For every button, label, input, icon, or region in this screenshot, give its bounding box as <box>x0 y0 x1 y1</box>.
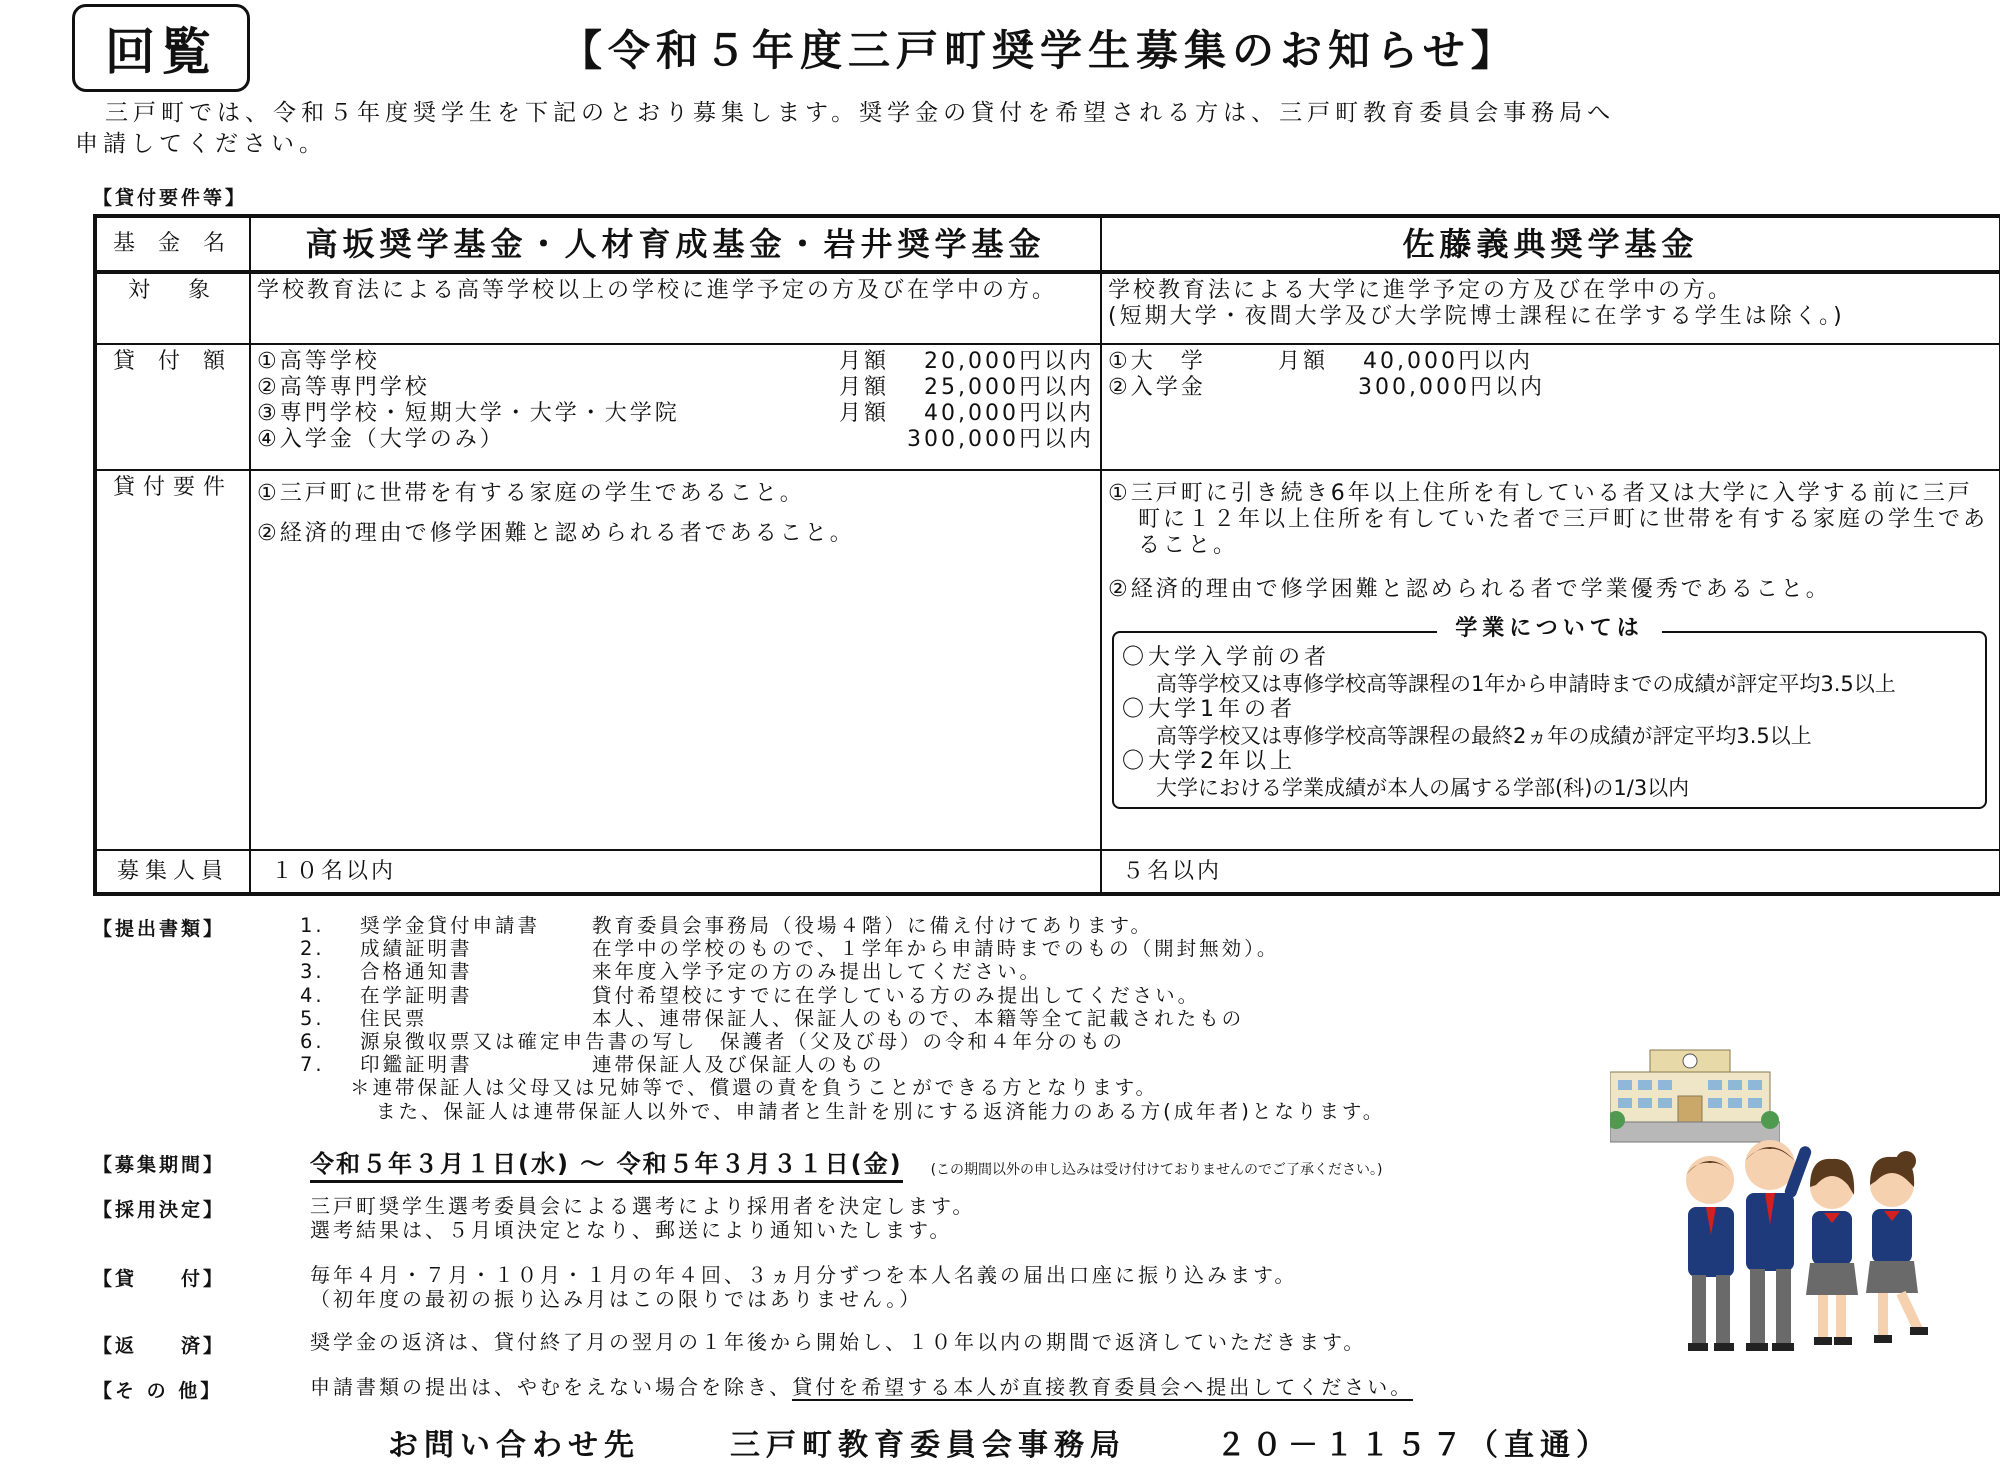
amount-item: ①大 学 <box>1108 349 1206 374</box>
list-item <box>300 1053 1385 1076</box>
label-fund-name: 基 金 名 <box>95 216 250 272</box>
student-girl-1 <box>1806 1159 1858 1345</box>
fund-b-recruits: ５名以内 <box>1101 850 2000 894</box>
student-girl-2 <box>1866 1151 1928 1343</box>
amount-value: 300,000円以内 <box>907 427 1094 452</box>
loan-line-2: （初年度の最初の振り込み月はこの限りではありません。） <box>310 1287 923 1311</box>
doc-desc: 本人、連帯保証人、保証人のもので、本籍等全て記載されたもの <box>592 1006 1245 1030</box>
intro-text <box>75 98 1985 160</box>
doc-name: 在学証明書 <box>360 983 473 1007</box>
requirement-item: ②経済的理由で修学困難と認められる者で学業優秀であること。 <box>1108 577 1831 602</box>
fund-a-recruits: １０名以内 <box>250 850 1101 894</box>
repayment-label: 【返 済】 <box>93 1335 226 1357</box>
label-target: 対 象 <box>95 272 250 344</box>
fund-b-amounts <box>1101 344 2000 470</box>
doc-desc: 貸付希望校にすでに在学している方のみ提出してください。 <box>592 983 1201 1007</box>
amount-item: ①高等学校 <box>257 349 380 374</box>
list-item <box>300 1030 1385 1053</box>
other-text <box>310 1375 1413 1399</box>
period-label: 【募集期間】 <box>93 1154 226 1176</box>
doc-no: 3. <box>300 960 325 984</box>
doc-desc: 教育委員会事務局（役場４階）に備え付けてあります。 <box>592 914 1153 937</box>
fund-a-name: 高坂奨学基金・人材育成基金・岩井奨学基金 <box>250 216 1101 272</box>
contact-line <box>388 1420 1612 1464</box>
doc-no: 2. <box>300 937 325 961</box>
adoption-line-1: 三戸町奨学生選考委員会による選考により採用者を決定します。 <box>310 1194 976 1218</box>
amount-item: ②高等専門学校 <box>257 375 430 400</box>
amount-value: 月額 20,000円以内 <box>839 349 1094 374</box>
table-row <box>95 272 2000 344</box>
loan-text <box>310 1263 1297 1311</box>
criteria-head: 〇大学1年の者 <box>1122 697 1296 722</box>
period-note: (この期間以外の申し込みは受け付けておりませんのでご了承ください。) <box>930 1162 1383 1178</box>
table-row <box>95 470 2000 850</box>
criteria-body: 大学における学業成績が本人の属する学部(科)の1/3以内 <box>1156 776 1690 800</box>
other-text-underlined: 貸付を希望する本人が直接教育委員会へ提出してください。 <box>792 1375 1414 1399</box>
requirement-item: ①三戸町に世帯を有する家庭の学生であること。 <box>257 481 805 506</box>
loan-label: 【貸 付】 <box>93 1268 226 1290</box>
loan-line-1: 毎年４月・７月・１０月・１月の年４回、３ヵ月分ずつを本人名義の届出口座に振り込みます。 <box>310 1263 1298 1287</box>
amount-item: ③専門学校・短期大学・大学・大学院 <box>257 401 680 426</box>
documents-label: 【提出書類】 <box>93 918 226 940</box>
academic-criteria-title-text: 学業については <box>1437 616 1662 641</box>
doc-desc: 在学中の学校のもので、１学年から申請時までのもの（開封無効）。 <box>592 937 1280 961</box>
page-title: 【令和５年度三戸町奨学生募集のお知らせ】 <box>560 26 1519 75</box>
fund-b-target <box>1101 272 2000 344</box>
fund-a-target: 学校教育法による高等学校以上の学校に進学予定の方及び在学中の方。 <box>250 272 1101 344</box>
adoption-label: 【採用決定】 <box>93 1199 226 1221</box>
doc-no: 6. <box>300 1030 325 1054</box>
student-boy-1 <box>1686 1156 1734 1351</box>
criteria-body: 高等学校又は専修学校高等課程の最終2ヵ年の成績が評定平均3.5以上 <box>1156 724 1812 748</box>
period-block <box>310 1144 1383 1183</box>
fund-b-name: 佐藤義典奨学基金 <box>1101 216 2000 272</box>
amount-value: 月額 40,000円以内 <box>1278 349 1533 374</box>
school-building-icon <box>1610 1040 1780 1150</box>
amount-row <box>257 349 1094 375</box>
fund-a-amounts <box>250 344 1101 470</box>
doc-desc: 来年度入学予定の方のみ提出してください。 <box>592 960 1043 984</box>
amount-item: ④入学金（大学のみ） <box>257 427 505 452</box>
amount-row <box>257 375 1094 401</box>
contact-office: 三戸町教育委員会事務局 <box>730 1428 1126 1463</box>
students-illustration <box>1660 1135 1950 1365</box>
doc-name: 源泉徴収票又は確定申告書の写し 保護者（父及び母）の令和４年分のもの <box>360 1030 1126 1054</box>
list-item <box>300 984 1385 1007</box>
fund-a-requirements <box>250 470 1101 850</box>
doc-name: 成績証明書 <box>360 937 473 961</box>
academic-criteria-title <box>1114 616 1985 642</box>
doc-desc: 連帯保証人及び保証人のもの <box>592 1053 885 1077</box>
fund-b-target-line-2: (短期大学・夜間大学及び大学院博士課程に在学する学生は除く。) <box>1108 304 1845 329</box>
doc-no: 5. <box>300 1006 325 1030</box>
documents-list <box>300 914 1385 1123</box>
doc-no: 4. <box>300 983 325 1007</box>
criteria-body: 高等学校又は専修学校高等課程の1年から申請時までの成績が評定平均3.5以上 <box>1156 672 1896 696</box>
intro-line-1: 三戸町では、令和５年度奨学生を下記のとおり募集します。奨学金の貸付を希望される方は、三戸町教育委員会事務局へ <box>105 100 1616 126</box>
table-row <box>95 216 2000 272</box>
other-text-plain: 申請書類の提出は、やむをえない場合を除き、 <box>310 1375 793 1399</box>
doc-name: 住民票 <box>360 1006 428 1030</box>
amount-row <box>257 427 1094 453</box>
amount-value: 月額 40,000円以内 <box>839 401 1094 426</box>
contact-phone: ２０－１１５７（直通） <box>1216 1428 1612 1463</box>
list-item <box>300 937 1385 960</box>
list-item <box>300 914 1385 937</box>
period-value: 令和５年３月１日(水) ～ 令和５年３月３１日(金) <box>310 1144 903 1183</box>
list-item <box>300 1007 1385 1030</box>
doc-name: 合格通知書 <box>360 960 473 984</box>
doc-no: 7. <box>300 1053 325 1077</box>
adoption-line-2: 選考結果は、５月頃決定となり、郵送により通知いたします。 <box>310 1218 953 1242</box>
kairan-stamp: 回覧 <box>72 4 250 92</box>
student-boy-2 <box>1745 1140 1813 1351</box>
table-row <box>95 850 2000 894</box>
list-item <box>300 960 1385 983</box>
criteria-head: 〇大学2年以上 <box>1122 749 1296 774</box>
label-amount: 貸 付 額 <box>95 344 250 470</box>
doc-name: 奨学金貸付申請書 <box>360 914 541 937</box>
label-requirements: 貸付要件 <box>95 470 250 850</box>
doc-no: 1. <box>300 914 325 937</box>
academic-criteria-box <box>1112 616 1987 809</box>
adoption-text <box>310 1194 975 1242</box>
other-label: 【そ の 他】 <box>93 1380 223 1402</box>
amount-row <box>1108 375 1993 401</box>
fund-b-target-line-1: 学校教育法による大学に進学予定の方及び在学中の方。 <box>1108 278 1734 303</box>
requirement-item: ②経済的理由で修学困難と認められる者であること。 <box>257 521 855 546</box>
requirement-item: ①三戸町に引き続き6年以上住所を有している者又は大学に入学する前に三戸町に１２年以上住所を有していた者で三戸町に世帯を有する家庭の学生であること。 <box>1108 481 1989 558</box>
amount-value: 300,000円以内 <box>1358 375 1545 400</box>
amount-row <box>1108 349 1993 375</box>
table-row <box>95 344 2000 470</box>
requirements-label: 【貸付要件等】 <box>93 187 248 209</box>
amount-value: 月額 25,000円以内 <box>839 375 1094 400</box>
amount-row <box>257 401 1094 427</box>
guarantor-note-1: ＊連帯保証人は父母又は兄姉等で、償還の責を負うことができる方となります。 <box>350 1076 1159 1100</box>
loan-requirements-table <box>93 214 2000 896</box>
label-recruits: 募集人員 <box>95 850 250 894</box>
guarantor-note-2: また、保証人は連帯保証人以外で、申請者と生計を別にする返済能力のある方(成年者)となります。 <box>376 1099 1386 1123</box>
contact-label: お問い合わせ先 <box>388 1428 640 1463</box>
intro-line-2: 申請してください。 <box>75 131 327 157</box>
amount-item: ②入学金 <box>1108 375 1206 400</box>
fund-b-requirements <box>1101 470 2000 850</box>
doc-name: 印鑑証明書 <box>360 1053 473 1077</box>
repayment-text: 奨学金の返済は、貸付終了月の翌月の１年後から開始し、１０年以内の期間で返済していただきます。 <box>310 1330 1367 1354</box>
criteria-head: 〇大学入学前の者 <box>1122 645 1331 670</box>
